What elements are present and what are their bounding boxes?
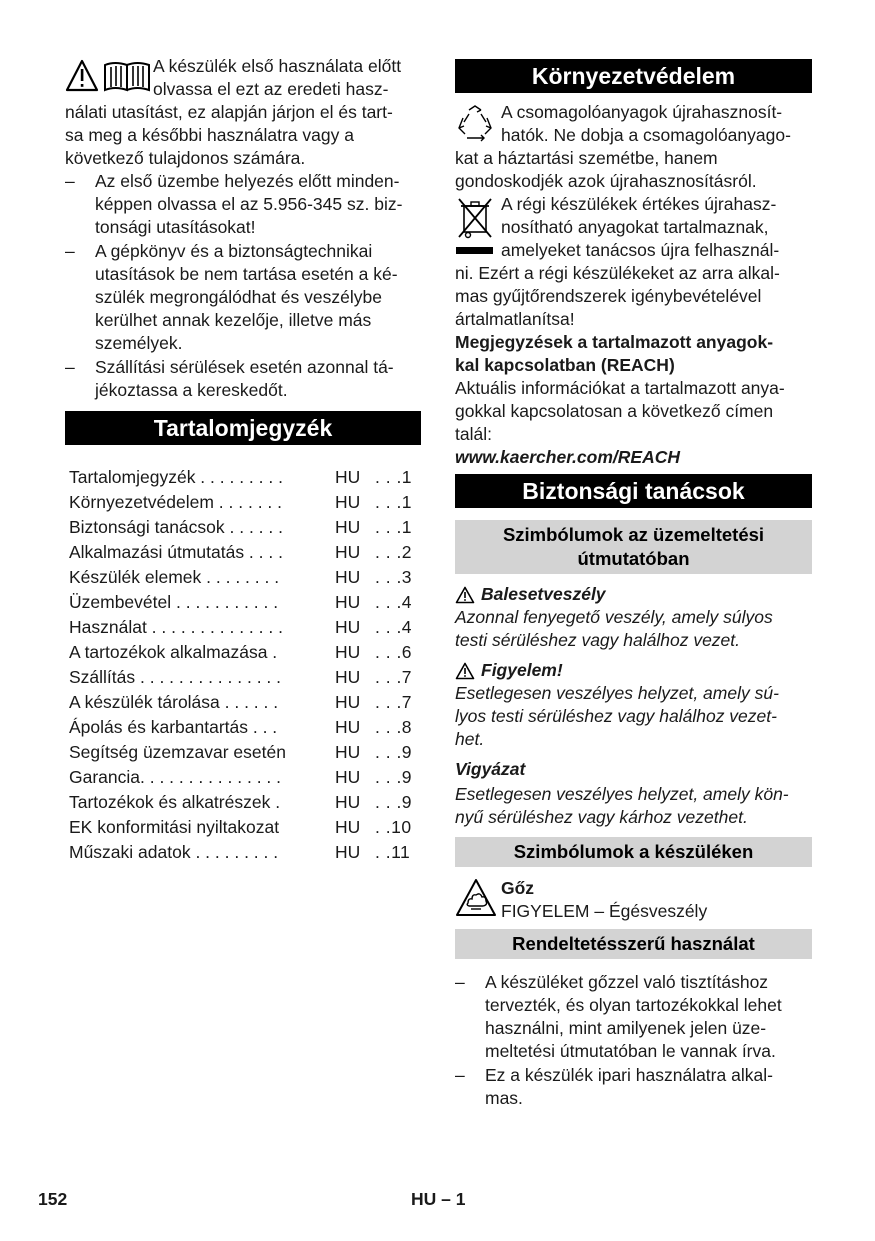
bullet-line: – A készüléket gőzzel való tisztításhoz [485, 972, 769, 992]
bullet-line: – Az első üzembe helyezés előtt minden- [95, 171, 400, 191]
toc-entry-lang: HU [335, 517, 361, 537]
caution-title: Vigyázat [455, 759, 526, 779]
toc-row[interactable] [65, 565, 421, 590]
warning-title [455, 659, 812, 682]
toc-row[interactable] [65, 615, 421, 640]
symbols-device-heading: Szimbólumok a készüléken [455, 837, 812, 867]
toc-entry-title: A készülék tárolása . . . . . . [69, 692, 279, 712]
bullet-line: tonsági utasításokat! [95, 217, 256, 237]
intended-use-heading: Rendeltetésszerű használat [455, 929, 812, 959]
toc-entry-lang: HU [335, 842, 361, 862]
weee-text-line: amelyeket tanácsos újra felhasznál- [501, 240, 780, 260]
toc-row[interactable] [65, 840, 421, 865]
bullet-line: képpen olvassa el az 5.956-345 sz. biz- [95, 194, 403, 214]
toc-entry-page: . . .4 [375, 592, 413, 612]
recycling-text-line: hatók. Ne dobja a csomagolóanyago- [501, 125, 791, 145]
recycling-block [455, 101, 812, 193]
page-number: 152 [38, 1189, 68, 1209]
steam-text: FIGYELEM – Égésveszély [501, 901, 708, 921]
reach-url-link[interactable]: www.kaercher.com/REACH [455, 447, 680, 467]
toc-row[interactable] [65, 765, 421, 790]
toc-entry-page: . . .9 [375, 742, 413, 762]
danger-text [455, 606, 812, 652]
toc-row[interactable] [65, 640, 421, 665]
caution-text-line: nyű sérüléshez vagy kárhoz vezethet. [455, 807, 748, 827]
toc-row[interactable] [65, 690, 421, 715]
toc-entry-lang: HU [335, 692, 361, 712]
intro-text-line: sa meg a későbbi használatra vagy a [65, 125, 354, 145]
warning-title-text: Figyelem! [481, 660, 563, 680]
toc-entry-page: . .10 [375, 817, 412, 837]
danger-title [455, 583, 812, 606]
toc-entry-title: Tartozékok és alkatrészek . [69, 792, 281, 812]
list-item [455, 1064, 812, 1110]
bullet-line: meltetési útmutatóban le vannak írva. [485, 1041, 776, 1061]
weee-line [455, 193, 812, 262]
caution-text [455, 783, 812, 829]
toc-entry-page: . . .2 [375, 542, 413, 562]
bullet-line: használni, mint amilyenek jelen üze- [485, 1018, 767, 1038]
list-item [65, 170, 421, 239]
toc-entry-title: Műszaki adatok . . . . . . . . . [69, 842, 279, 862]
bullet-line: tervezték, és olyan tartozékokkal lehet [485, 995, 782, 1015]
reach-text-line: gokkal kapcsolatosan a következő címen [455, 401, 774, 421]
toc-entry-lang: HU [335, 767, 361, 787]
intro-block [65, 55, 421, 170]
intended-use-list [455, 971, 812, 1110]
weee-text-line: nosítható anyagokat tartalmaznak, [501, 217, 769, 237]
toc-entry-page: . . .3 [375, 567, 413, 587]
toc-entry-title: Segítség üzemzavar esetén [69, 742, 286, 762]
right-column [455, 55, 812, 1110]
toc-entry-page: . . .4 [375, 617, 413, 637]
reach-text [455, 377, 812, 446]
toc-entry-lang: HU [335, 792, 361, 812]
crossed-bin-icon [455, 196, 495, 256]
toc-entry-lang: HU [335, 667, 361, 687]
toc-entry-lang: HU [335, 542, 361, 562]
warning-text-line: het. [455, 729, 485, 749]
heading-line: Szimbólumok az üzemeltetési [502, 524, 765, 545]
toc-entry-title: Ápolás és karbantartás . . . [69, 717, 278, 737]
toc-row[interactable] [65, 815, 421, 840]
toc-entry-lang: HU [335, 617, 361, 637]
bullet-line: mas. [485, 1088, 523, 1108]
bullet-line: kerülhet annak kezelője, illetve más [95, 310, 372, 330]
weee-text-line: ni. Ezért a régi készülékeket az arra alkal- [455, 263, 780, 283]
warning-triangle-icon [455, 662, 475, 680]
weee-block [455, 193, 812, 331]
toc-row[interactable] [65, 590, 421, 615]
warning-text-line: Esetlegesen veszélyes helyzet, amely sú- [455, 683, 779, 703]
danger-title-text: Balesetveszély [481, 584, 606, 604]
toc-entry-lang: HU [335, 592, 361, 612]
recycling-text-line: gondoskodjék azok újrahasznosításról. [455, 171, 757, 191]
toc-entry-lang: HU [335, 817, 361, 837]
toc-entry-page: . .11 [375, 842, 411, 862]
toc-entry-lang: HU [335, 742, 361, 762]
toc-entry-page: . . .1 [375, 517, 413, 537]
caution-text-line: Esetlegesen veszélyes helyzet, amely kön- [455, 784, 789, 804]
bullet-line: szülék megrongálódhat és veszélybe [95, 287, 382, 307]
recycling-text-line: A csomagolóanyagok újrahasznosít- [501, 102, 783, 122]
toc-entry-lang: HU [335, 642, 361, 662]
bullet-line: – Ez a készülék ipari használatra alkal- [485, 1065, 773, 1085]
toc-entry-page: . . .1 [375, 492, 413, 512]
bullet-line: – Szállítási sérülések esetén azonnal tá- [95, 357, 394, 377]
toc-entry-title: Üzembevétel . . . . . . . . . . . [69, 592, 279, 612]
bullet-line: jékoztassa a kereskedőt. [95, 380, 288, 400]
weee-text-line: mas gyűjtőrendszerek igénybevételével [455, 286, 762, 306]
toc-entry-lang: HU [335, 492, 361, 512]
toc-entry-lang: HU [335, 467, 361, 487]
list-item [65, 356, 421, 402]
toc-entry-title: EK konformitási nyiltakozat [69, 817, 280, 837]
danger-text-line: Azonnal fenyegető veszély, amely súlyos [455, 607, 773, 627]
toc-row[interactable] [65, 490, 421, 515]
toc-entry-title: Biztonsági tanácsok . . . . . . [69, 517, 283, 537]
list-item [65, 240, 421, 355]
toc-row[interactable] [65, 465, 421, 490]
warning-triangle-icon [455, 586, 475, 604]
steam-title: Gőz [501, 878, 535, 898]
recycling-icon [455, 104, 495, 144]
list-item [455, 971, 812, 1063]
danger-text-line: testi sérüléshez vagy halálhoz vezet. [455, 630, 741, 650]
symbols-manual-heading [455, 520, 812, 574]
toc-entry-title: Használat . . . . . . . . . . . . . . [69, 617, 283, 637]
left-column [65, 55, 421, 865]
intro-text-line: A készülék első használata előtt [153, 56, 402, 76]
toc-entry-title: Alkalmazási útmutatás . . . . [69, 542, 283, 562]
safety-heading: Biztonsági tanácsok [455, 474, 812, 508]
weee-text-line: ártalmatlanítsa! [455, 309, 575, 329]
environment-heading: Környezetvédelem [455, 59, 812, 93]
hot-steam-icon [455, 878, 497, 918]
table-of-contents [65, 465, 421, 865]
toc-entry-page: . . .7 [375, 667, 413, 687]
toc-heading: Tartalomjegyzék [65, 411, 421, 445]
toc-entry-page: . . .9 [375, 792, 413, 812]
reach-text-line: talál: [455, 424, 492, 444]
toc-entry-title: Garancia. . . . . . . . . . . . . . . [69, 767, 282, 787]
toc-entry-page: . . .6 [375, 642, 413, 662]
toc-row[interactable] [65, 540, 421, 565]
warning-manual-icon [65, 59, 153, 93]
bullet-line: – A gépkönyv és a biztonságtechnikai [95, 241, 373, 261]
steam-block [455, 877, 812, 923]
toc-entry-title: Környezetvédelem . . . . . . . [69, 492, 283, 512]
toc-entry-lang: HU [335, 567, 361, 587]
toc-entry-lang: HU [335, 717, 361, 737]
toc-entry-title: Tartalomjegyzék . . . . . . . . . [69, 467, 283, 487]
toc-entry-page: . . .8 [375, 717, 413, 737]
toc-row[interactable] [65, 715, 421, 740]
toc-row[interactable] [65, 740, 421, 765]
intro-text-line: nálati utasítást, ez alapján járjon el és tart- [65, 102, 393, 122]
bullet-line: utasítások be nem tartása esetén a ké- [95, 264, 398, 284]
bullet-line: személyek. [95, 333, 183, 353]
heading-line: útmutatóban [577, 548, 690, 569]
page-label: HU – 1 [411, 1189, 466, 1209]
toc-entry-page: . . .1 [375, 467, 413, 487]
intro-text-line: olvassa el ezt az eredeti hasz- [153, 79, 389, 99]
intro-text-line: következő tulajdonos számára. [65, 148, 306, 168]
reach-text-line: Aktuális információkat a tartalmazott anya- [455, 378, 785, 398]
reach-heading [455, 331, 812, 377]
toc-entry-title: Készülék elemek . . . . . . . . [69, 567, 280, 587]
recycling-text-line: kat a háztartási szemétbe, hanem [455, 148, 718, 168]
toc-entry-title: A tartozékok alkalmazása . [69, 642, 278, 662]
toc-row[interactable] [65, 790, 421, 815]
intro-bullets [65, 170, 421, 402]
toc-row[interactable] [65, 515, 421, 540]
toc-entry-page: . . .7 [375, 692, 413, 712]
warning-text-line: lyos testi sérüléshez vagy halálhoz vezet- [455, 706, 777, 726]
toc-entry-page: . . .9 [375, 767, 413, 787]
reach-heading-line: Megjegyzések a tartalmazott anyagok- [455, 332, 774, 352]
warning-text [455, 682, 812, 751]
toc-row[interactable] [65, 665, 421, 690]
reach-heading-line: kal kapcsolatban (REACH) [455, 355, 675, 375]
toc-entry-title: Szállítás . . . . . . . . . . . . . . . [69, 667, 281, 687]
recycling-line [455, 101, 812, 147]
weee-text-line: A régi készülékek értékes újrahasz- [501, 194, 777, 214]
